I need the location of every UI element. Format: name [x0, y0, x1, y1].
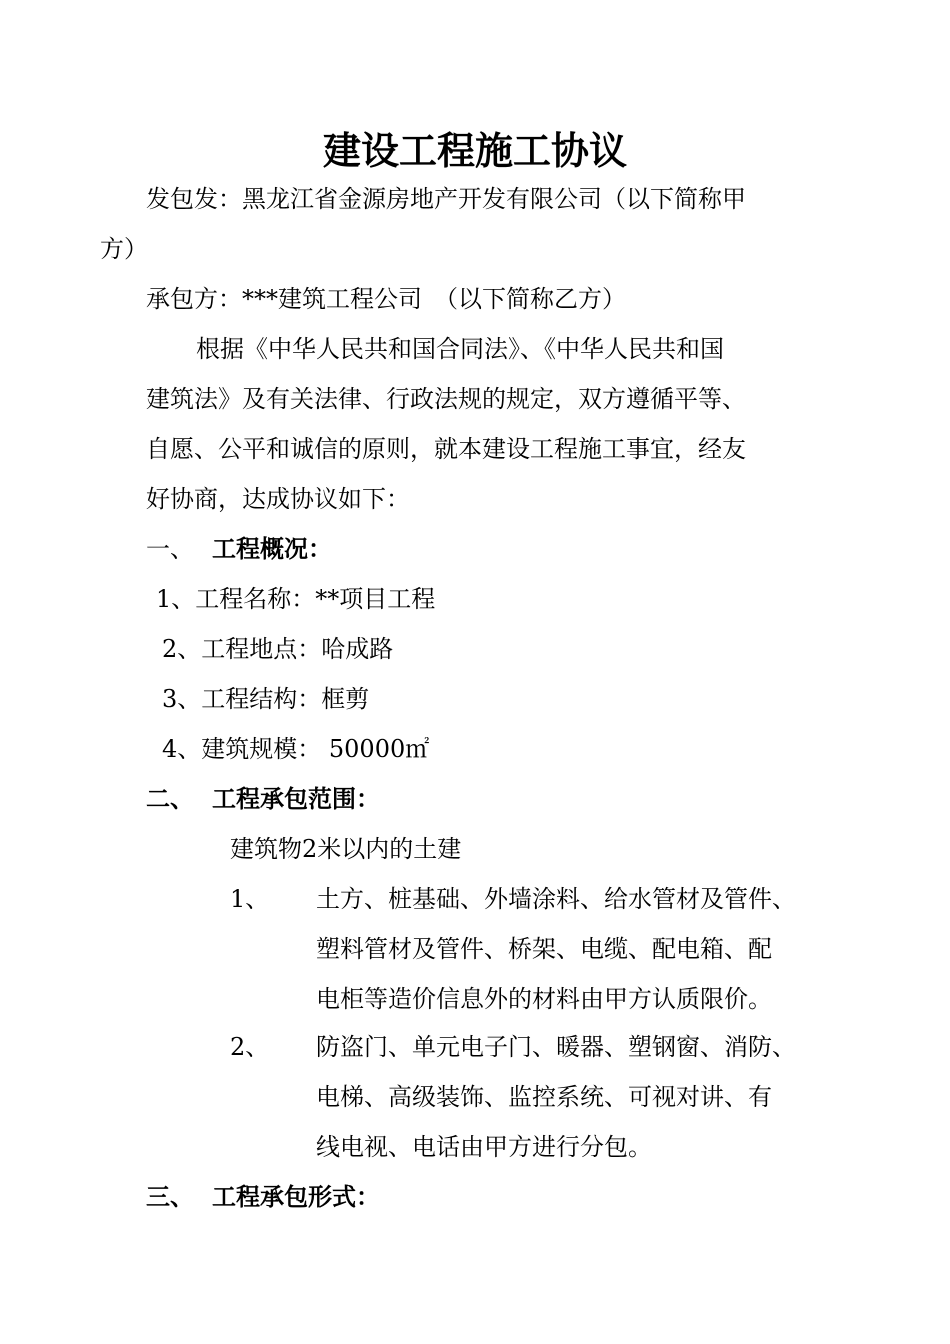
party-a-line-2: 方）: [100, 235, 148, 263]
section-2-item-2-line-3: 线电视、电话由甲方进行分包。: [316, 1133, 652, 1161]
section-2-item-1-line-2: 塑料管材及管件、桥架、电缆、配电箱、配: [316, 935, 772, 963]
section-2-item-1-line-3: 电柜等造价信息外的材料由甲方认质限价。: [316, 985, 772, 1013]
section-1-item-2: 2、工程地点：哈成路: [162, 635, 394, 663]
preamble-line-1: 根据《中华人民共和国合同法》、《中华人民共和国: [196, 335, 724, 363]
section-1-item-3: 3、工程结构：框剪: [162, 685, 370, 713]
section-2-item-1-number: 1、: [230, 885, 270, 913]
section-2-number: 二、: [146, 784, 194, 813]
section-2-item-2-line-1: 防盗门、单元电子门、暖器、塑钢窗、消防、: [316, 1033, 796, 1061]
section-1-item-1: 1、工程名称：**项目工程: [156, 585, 436, 613]
section-3-number: 三、: [146, 1182, 194, 1211]
party-b-line: 承包方：***建筑工程公司 （以下简称乙方）: [146, 285, 626, 313]
section-1-number: 一、: [146, 535, 194, 563]
section-1-heading: 工程概况：: [212, 534, 332, 563]
section-1-item-4: 4、建筑规模： 50000㎡: [162, 735, 430, 763]
document-title: 建设工程施工协议: [322, 128, 627, 173]
preamble-line-2: 建筑法》及有关法律、行政法规的规定，双方遵循平等、: [146, 385, 746, 413]
section-2-item-1-line-1: 土方、桩基础、外墙涂料、给水管材及管件、: [316, 885, 796, 913]
preamble-line-3: 自愿、公平和诚信的原则，就本建设工程施工事宜，经友: [146, 435, 746, 463]
section-3-heading: 工程承包形式：: [212, 1182, 380, 1211]
section-2-intro: 建筑物2米以内的土建: [230, 835, 462, 863]
section-2-heading: 工程承包范围：: [212, 784, 380, 813]
section-2-item-2-number: 2、: [230, 1033, 270, 1061]
section-2-item-2-line-2: 电梯、高级装饰、监控系统、可视对讲、有: [316, 1083, 772, 1111]
party-a-line-1: 发包发：黑龙江省金源房地产开发有限公司（以下简称甲: [146, 185, 746, 213]
preamble-line-4: 好协商，达成协议如下：: [146, 485, 410, 513]
